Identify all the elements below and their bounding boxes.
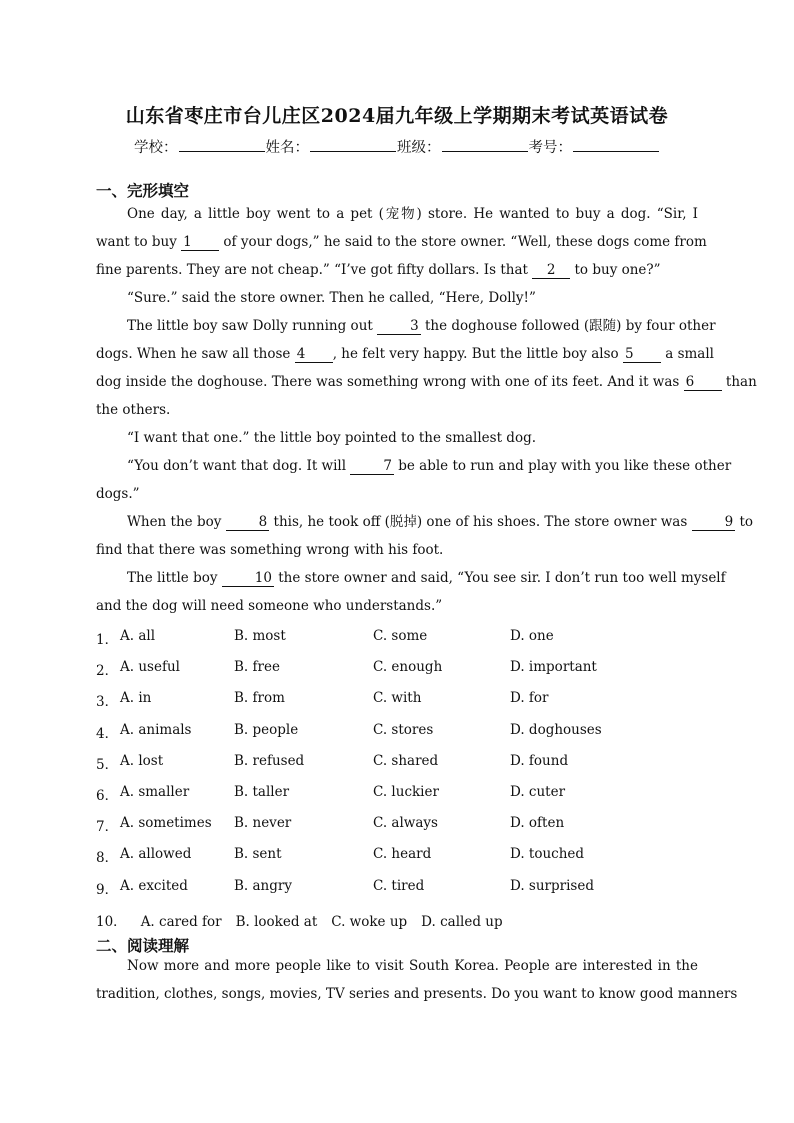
exam-number-blank[interactable] xyxy=(573,139,659,152)
option-d[interactable]: D. touched xyxy=(510,846,585,863)
option-b[interactable]: B. angry xyxy=(234,877,292,894)
option-c[interactable]: C. with xyxy=(373,690,422,707)
blank-8: 8 xyxy=(226,514,270,531)
blank-9: 9 xyxy=(692,514,736,531)
blank-10: 10 xyxy=(222,570,274,587)
option-c[interactable]: C. shared xyxy=(373,752,439,769)
option-a[interactable]: A. sometimes xyxy=(120,815,212,832)
option-c[interactable]: C. stores xyxy=(373,721,434,738)
option-c[interactable]: C. woke up xyxy=(331,914,408,930)
section-heading-cloze: 一、完形填空 xyxy=(96,182,190,200)
paragraph: The little boy 10 the store owner and said, “You see sir. I don’t run too well myself xyxy=(127,570,726,586)
exam-page: 山东省枣庄市台儿庄区2024届九年级上学期期末考试英语试卷 学校： 姓名： 班级： 考号： 一、完形填空 One day, a little boy went to a pet (宠物) store. He wanted to buy a dog. “Sir, I want to buy 1 of your dogs,” he said to the store owner. “Well, these dogs come from fine parents. They are not cheap.” “I’ve got fifty dollars. Is that 2 to buy one?” “Sure.” said the store owner. Then he called, “Here, Dolly!” The little boy saw Dolly running out 3 the doghouse followed (跟随) by four other dogs. When he saw all those 4 , he felt very happy. But the little boy also 5 a small dog inside the doghouse. There was something wrong with one of its feet. And it was 6 than the others. “I want that one.” the little boy pointed to the smallest dog. “You don’t want that dog. It will 7 be able to run and play with you like these other dogs.” When the boy 8 this, he took off (脱掉) one of his shoes. The store owner was 9 to find that there was something wrong with his foot. The little boy 10 the store owner and said, “You see sir. I don’t run too well myself and the dog will need someone who understands.” 1． A. all B. most C. some D. one 2． A. useful B. free C. enough D. important 3． A. in B. from C. with D. for 4． A. animals B. people C. stores D. doghouses 5． A. lost B. refused C. shared D. found 6． A. smaller B. taller C. luckier D. cuter 7． A. sometimes B. never C. always D. often 8． A. allowed B. sent C. heard D. touched 9． A. excited B. angry C. tired D. surprised 10． A. cared for B. looked at C. woke up D. called up 二、阅读理解 Now more and more people like to visit South Korea. People are interested in the tradition, clothes, songs, movies, TV series and presents. Do you want to know good manners xyxy=(0,0,794,1123)
option-a[interactable]: A. cared for xyxy=(140,914,222,930)
paragraph: When the boy 8 this, he took off (脱掉) one of his shoes. The store owner was 9 to xyxy=(127,514,754,530)
name-label: 姓名： xyxy=(265,140,309,156)
blank-3: 3 xyxy=(377,318,421,335)
paragraph-cont: tradition, clothes, songs, movies, TV series and presents. Do you want to know good manners xyxy=(96,986,738,1002)
option-c[interactable]: C. enough xyxy=(373,659,443,676)
paragraph: One day, a little boy went to a pet (宠物) store. He wanted to buy a dog. “Sir, I xyxy=(127,206,698,222)
blank-1: 1 xyxy=(181,234,219,251)
name-blank[interactable] xyxy=(310,139,396,152)
blank-4: 4 xyxy=(295,346,333,363)
option-b[interactable]: B. free xyxy=(234,659,280,676)
option-b[interactable]: B. from xyxy=(234,690,285,707)
option-d[interactable]: D. often xyxy=(510,815,565,832)
option-b[interactable]: B. sent xyxy=(234,846,282,863)
school-blank[interactable] xyxy=(179,139,265,152)
option-c[interactable]: C. some xyxy=(373,628,428,644)
reading-passage xyxy=(96,952,738,1008)
option-d[interactable]: D. cuter xyxy=(510,783,566,800)
section-heading-reading: 二、阅读理解 xyxy=(96,937,190,955)
option-a[interactable]: A. all xyxy=(120,628,156,644)
option-a[interactable]: A. excited xyxy=(120,877,188,894)
paragraph: “You don’t want that dog. It will 7 be able to run and play with you like these other xyxy=(127,458,732,474)
option-a[interactable]: A. lost xyxy=(120,752,164,769)
option-a[interactable]: A. useful xyxy=(120,659,180,676)
paragraph-cont: dogs. When he saw all those 4 , he felt very happy. But the little boy also 5 a small dog inside the doghouse. There was something wrong with one of its feet. And it was 6 than the others. xyxy=(96,346,757,418)
school-label: 学校： xyxy=(134,140,178,156)
blank-7: 7 xyxy=(350,458,394,475)
option-a[interactable]: A. animals xyxy=(120,721,192,738)
option-c[interactable]: C. always xyxy=(373,815,438,832)
cloze-passage xyxy=(96,200,757,620)
paragraph: The little boy saw Dolly running out 3 the doghouse followed (跟随) by four other xyxy=(127,318,716,334)
option-d[interactable]: D. called up xyxy=(421,914,503,930)
option-d[interactable]: D. one xyxy=(510,628,554,644)
option-d[interactable]: D. found xyxy=(510,752,569,769)
option-a[interactable]: A. in xyxy=(120,690,152,707)
paragraph-cont: find that there was something wrong with his foot. xyxy=(96,542,444,558)
option-c[interactable]: C. tired xyxy=(373,877,425,894)
option-d[interactable]: D. important xyxy=(510,659,597,676)
student-info-line xyxy=(0,136,794,157)
blank-6: 6 xyxy=(684,374,722,391)
exam-number-label: 考号： xyxy=(528,140,572,156)
option-d[interactable]: D. surprised xyxy=(510,877,594,894)
class-blank[interactable] xyxy=(442,139,528,152)
paragraph: “Sure.” said the store owner. Then he called, “Here, Dolly!” xyxy=(127,290,536,306)
option-c[interactable]: C. luckier xyxy=(373,783,439,800)
option-row-10: 10． A. cared for B. looked at C. woke up D. called up xyxy=(96,914,503,930)
paragraph-cont: and the dog will need someone who understands.” xyxy=(96,598,443,614)
paragraph-cont: dogs.” xyxy=(96,486,140,502)
option-d[interactable]: D. doghouses xyxy=(510,721,602,738)
blank-2: 2 xyxy=(532,262,570,279)
option-a[interactable]: A. smaller xyxy=(120,783,190,800)
option-b[interactable]: B. looked at xyxy=(235,914,318,930)
option-c[interactable]: C. heard xyxy=(373,846,432,863)
option-b[interactable]: B. refused xyxy=(234,752,305,769)
paragraph: “I want that one.” the little boy pointed to the smallest dog. xyxy=(127,430,537,446)
class-label: 班级： xyxy=(397,140,441,156)
blank-5: 5 xyxy=(623,346,661,363)
option-b[interactable]: B. people xyxy=(234,721,299,738)
option-b[interactable]: B. taller xyxy=(234,783,290,800)
exam-title: 山东省枣庄市台儿庄区2024届九年级上学期期末考试英语试卷 xyxy=(125,105,669,127)
paragraph-cont: want to buy 1 of your dogs,” he said to the store owner. “Well, these dogs come from fine parents. They are not cheap.” “I’ve got fifty dollars. Is that 2 to buy one?” xyxy=(96,234,707,278)
option-b[interactable]: B. most xyxy=(234,628,286,644)
paragraph: Now more and more people like to visit South Korea. People are interested in the xyxy=(127,958,698,974)
option-a[interactable]: A. allowed xyxy=(120,846,192,863)
option-d[interactable]: D. for xyxy=(510,690,549,707)
option-b[interactable]: B. never xyxy=(234,815,292,832)
